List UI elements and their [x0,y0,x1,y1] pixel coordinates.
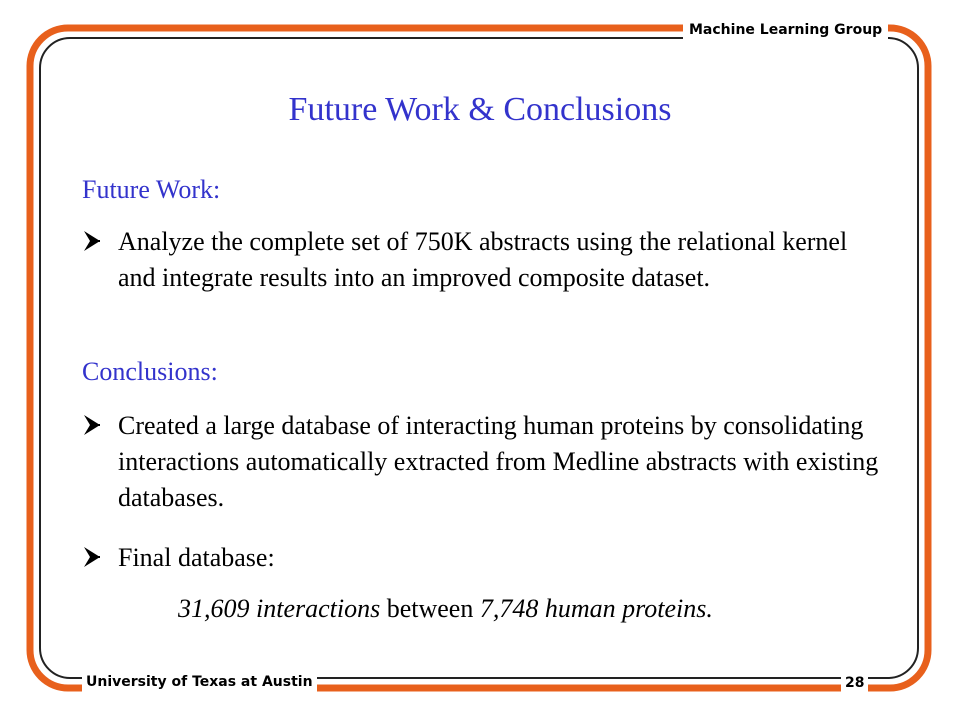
bullet-text: Analyze the complete set of 750K abstracts using the relational kernel and integrate results into an improved composite dataset. [118,227,848,292]
final-database-stat [178,592,713,626]
university-name: University of Texas at Austin [82,670,317,694]
arrow-bullet-icon [82,408,118,448]
proteins-count: 7,748 human proteins. [479,594,713,623]
group-name: Machine Learning Group [683,17,888,43]
bullet-text: Final database: [118,543,275,572]
page-number: 28 [841,672,868,694]
bullet-text: Created a large database of interacting human proteins by consolidating interactions automatically extracted from Medline abstracts with existing databases. [118,411,879,512]
arrow-bullet-icon [82,540,118,580]
interactions-count: 31,609 interactions [178,594,381,623]
stat-connector: between [380,594,480,623]
arrow-bullet-icon [82,224,118,264]
slide-title: Future Work & Conclusions [288,91,672,128]
future-work-bullet [82,224,882,296]
future-work-heading: Future Work: [82,175,221,204]
conclusions-heading: Conclusions: [82,357,218,386]
conclusions-bullet-final [82,540,882,576]
conclusions-bullet-database [82,408,882,516]
